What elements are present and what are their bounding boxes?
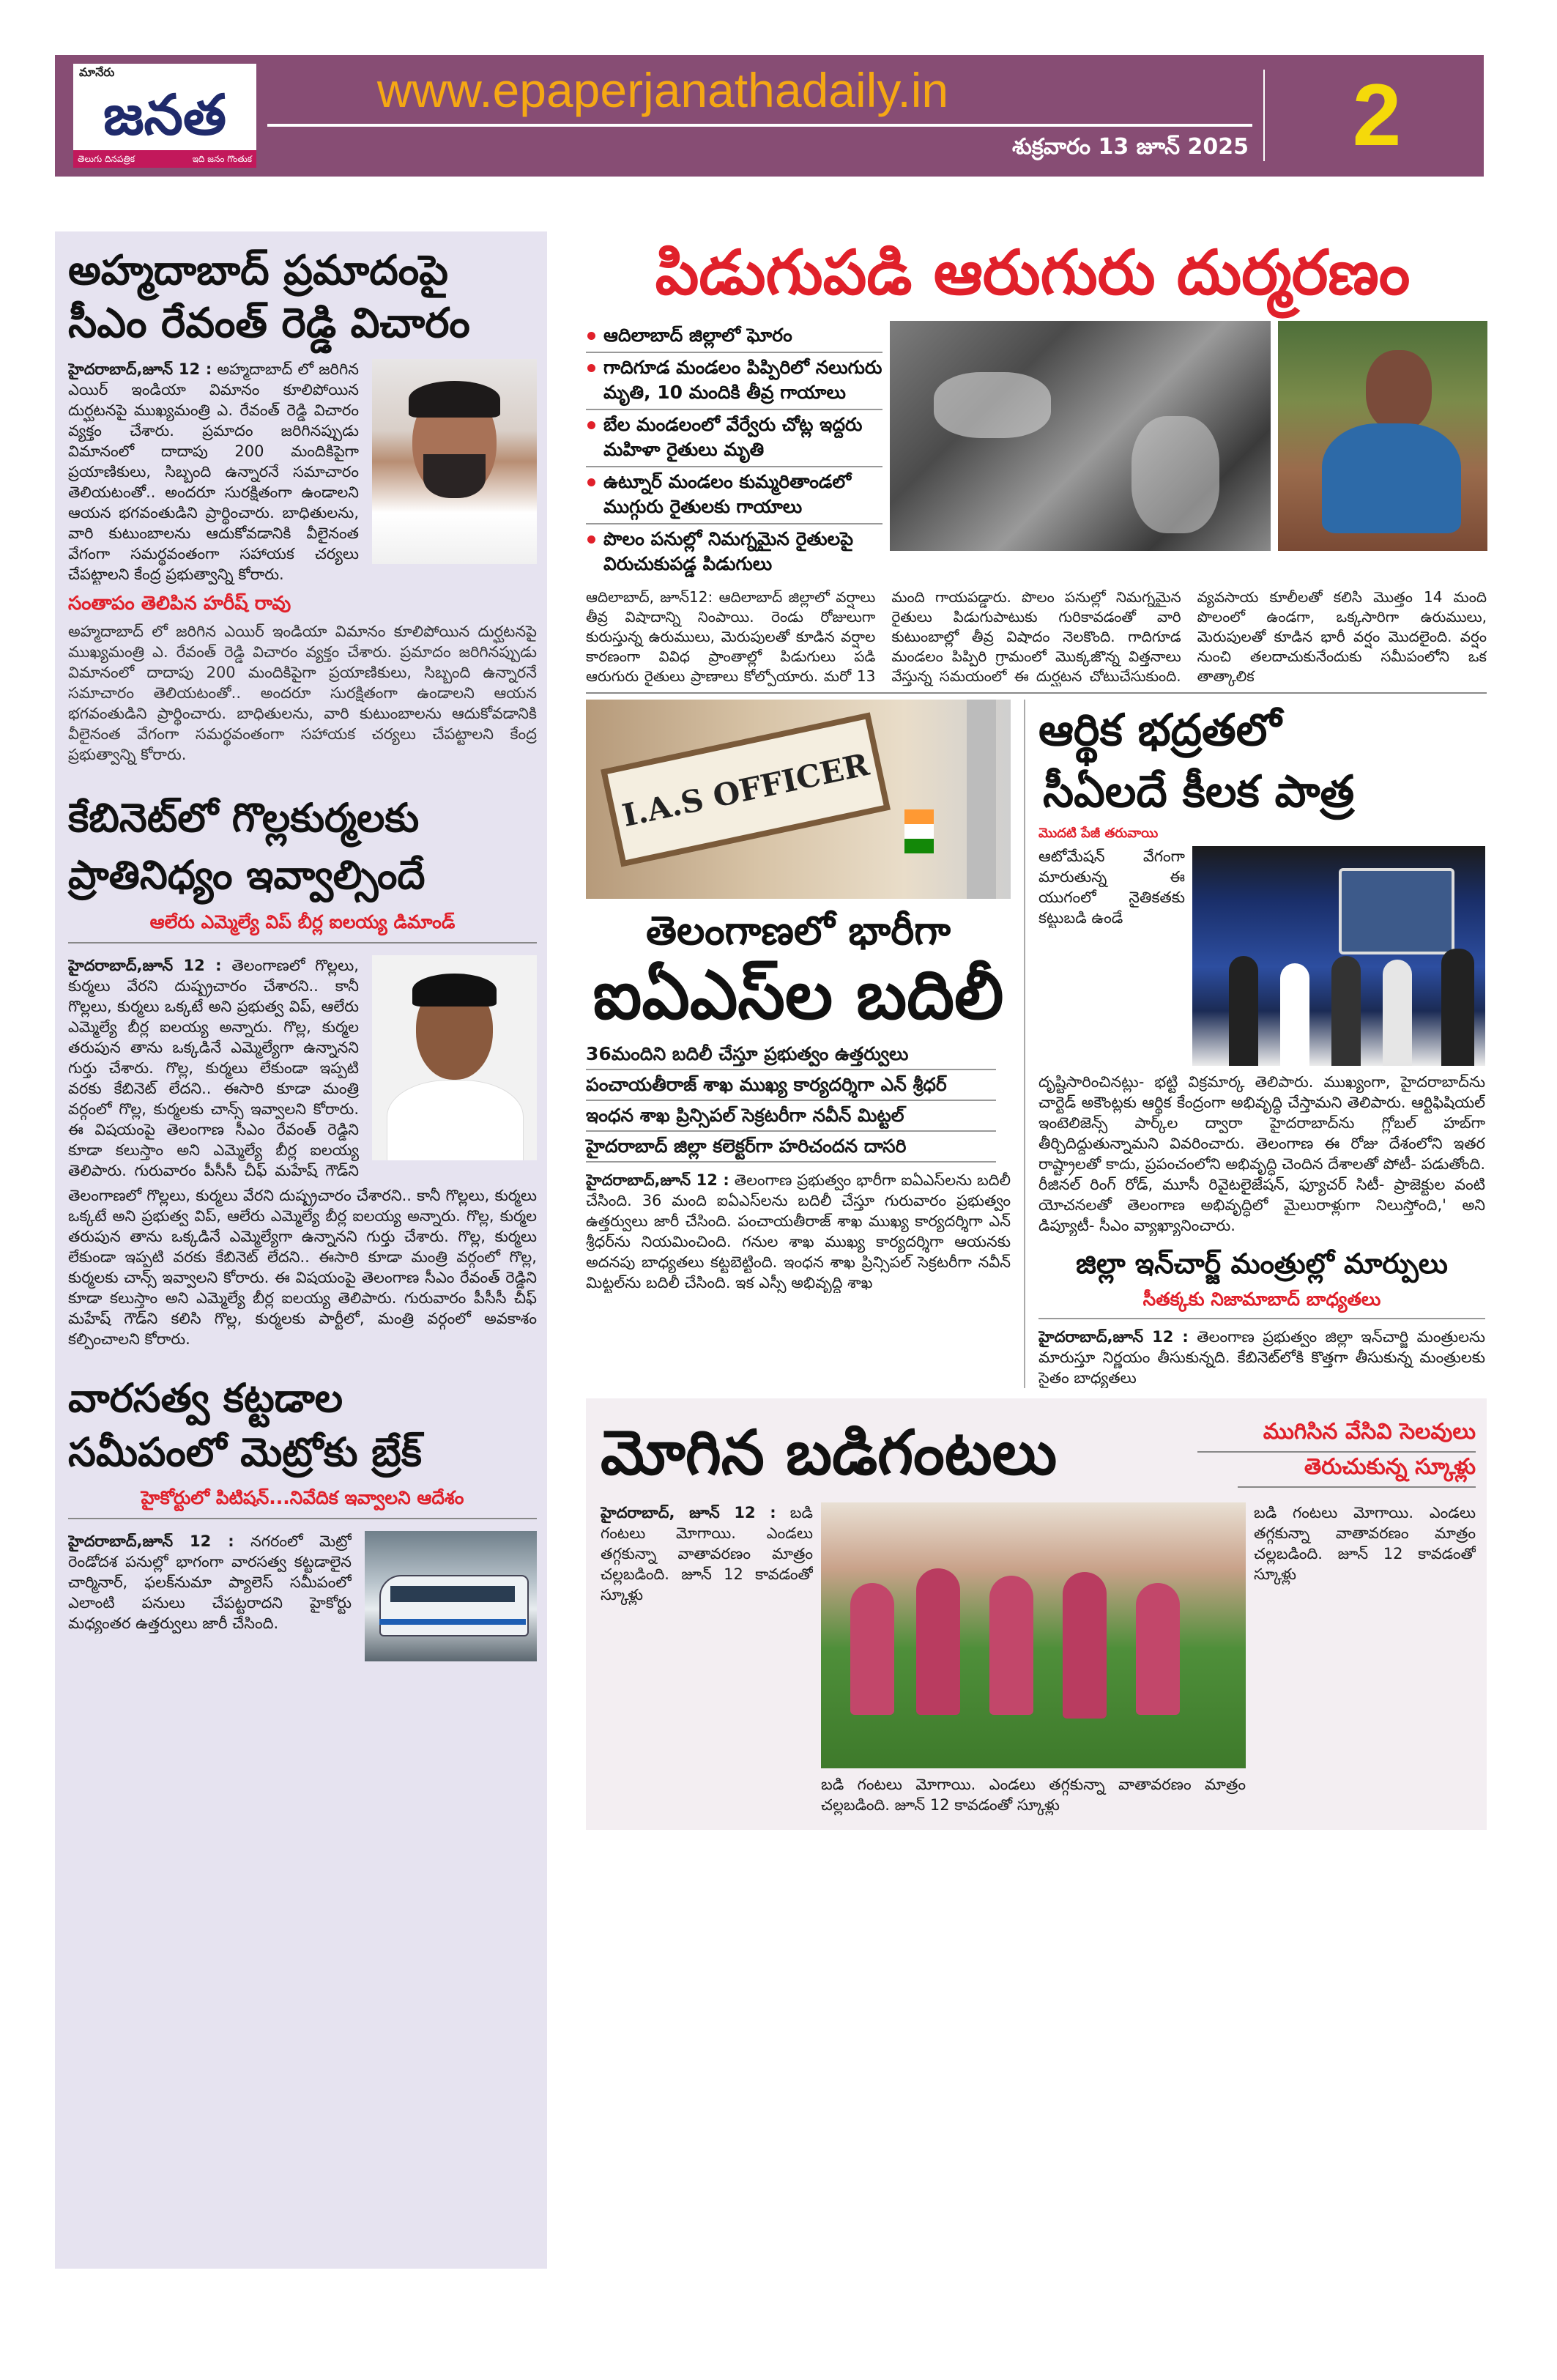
highlight-item: బేల మండలంలో వేర్వేరు చోట్ల ఇద్దరు మహిళా రైతులు మృతి [586, 410, 882, 467]
finance-headline: ఆర్థిక భద్రతలో సీఏలదే కీలక పాత్ర [1038, 705, 1355, 818]
victims-photo [890, 321, 1271, 551]
article-subhead: సంతాపం తెలిపిన హరీష్ రావు [68, 593, 291, 615]
website-url[interactable]: www.epaperjanathadaily.in [376, 63, 949, 117]
ministers-headline: జిల్లా ఇన్‌చార్జ్ మంత్రుల్లో మార్పులు [1076, 1248, 1448, 1280]
continued-label: మొదటి పేజీ తరువాయి [1038, 826, 1159, 841]
article-headline: వారసత్వ కట్టడాల సమీపంలో మెట్రోకు బ్రేక్ [68, 1375, 422, 1475]
schools-subhead: ముగిసిన వేసివి సెలవులు [1197, 1417, 1476, 1453]
article-subtitle: హైకోర్టులో పిటిషన్...నివేదిక ఇవ్వాలని ఆదేశం [68, 1486, 537, 1519]
highlight-item: గాదిగూడ మండలం పిప్పిరిలో నలుగురు మృతి, 10 మందికి తీవ్ర గాయాలు [586, 353, 882, 410]
finance-body: దృష్టిసారించినట్లు- భట్టి విక్రమార్క తెలిపారు. ముఖ్యంగా, హైదరాబాద్‌ను చార్టెడ్ అకౌంట్లకు ఆర్థిక కేంద్రంగా అభివృద్ధి చేస్తామని తెలిపారు. ఆర్టిఫిషియల్ ఇంటెలిజెన్స్ పార్క్‌ల ద్వారా హైదరాబాద్‌ను గ్లోబల్ హబ్‌గా తీర్చిదిద్దుతున్నామని వివరించారు. తెలంగాణ ఈ రోజు దేశంలోని ఇతర రాష్ట్రాలతో కాదు, ప్రపంచంలోని అభివృద్ధి చెందిన దేశాలతో పోటీ- పడుతోంది. రీజినల్ రింగ్ రోడ్, మూసీ రివైటలైజేషన్, ఫ్యూచర్ సిటీ- ప్రాజెక్టుల వంటి యోచనలతో తెలంగాణ అభివృద్ధిలో మైలురాళ్లుగా నిలుస్తోంది,' అని డిప్యూటీ- సీఎం వ్యాఖ్యానించారు. [1038, 1073, 1485, 1234]
article-body: హైదరాబాద్,జూన్ 12 : నగరంలో మెట్రో రెండోదశ పనుల్లో భాగంగా వారసత్వ కట్టడాలైన చార్మినార్, ఫలక్‌నుమా ప్యాలెస్ సమీపంలో ఎలాంటి పనులు చేపట్టరాదని హైకోర్టు మధ్యంతర ఉత్తర్వులు జారీ చేసింది. [68, 1532, 352, 1632]
ministers-subtitle: సీతక్కకు నిజామాబాద్ బాధ్యతలు [1038, 1287, 1485, 1319]
article-headline: కేబినెట్‌లో గొల్లకుర్మలకు ప్రాతినిధ్యం ఇవ్వాల్సిందే [68, 795, 426, 898]
article-subtitle: ఆలేరు ఎమ్మెల్యే విప్ బీర్ల ఐలయ్య డిమాండ్ [68, 910, 537, 944]
schools-body: హైదరాబాద్, జూన్ 12 : బడి గంటలు మోగాయి. ఎండలు తగ్గకున్నా వాతావరణం మాత్రం చల్లబడింది. జూన్ 12 కావడంతో స్కూళ్లు [601, 1504, 813, 1604]
finance-lead: ఆటోమేషన్ వేగంగా మారుతున్న ఈ యుగంలో నైతికతకు కట్టుబడి ఉండే [1038, 848, 1185, 927]
ca-event-photo [1192, 846, 1485, 1066]
lead-headline: పిడుగుపడి ఆరుగురు దుర్మరణం [655, 237, 1411, 308]
left-column [55, 231, 547, 2269]
logo-tagline: తెలుగు దినపత్రిక ఇది జనం గొంతుక [73, 150, 256, 168]
schools-headline: మోగిన బడిగంటలు [601, 1417, 1058, 1489]
mourning-relatives-photo [1278, 321, 1487, 551]
article-headline: అహ్మదాబాద్ ప్రమాదంపై సీఎం రేవంత్ రెడ్డి విచారం [68, 247, 470, 347]
ias-officer-nameplate-photo: I.A.S OFFICER [586, 700, 1011, 899]
ias-headline-large: ఐఏఎస్‌ల బదిలీ [592, 956, 1004, 1034]
page-number: 2 [1352, 66, 1402, 164]
article-body-continued: తెలంగాణలో గొల్లలు, కుర్మలు వేరని దుష్ప్రచారం చేశారని.. కానీ గొల్లలు, కుర్మలు ఒక్కటే అని ప్రభుత్వ విప్, ఆలేరు ఎమ్మెల్యే బీర్ల ఐలయ్య అన్నారు. గొల్ల, కుర్మల తరుపున తాను ఒక్కడినే ఎమ్మెల్యేగా ఉన్నానని గుర్తు చేశారు. గొల్ల, కుర్మలు లేకుండా ఇప్పటి వరకు కేబినెట్ లేదని.. ఈసారి కూడా మంత్రి వర్గంలో గొల్ల, కుర్మలకు చాన్స్ ఇవ్వాలని కోరారు. ఈ విషయంపై తెలంగాణ సీఎం రేవంత్ రెడ్డిని కూడా కలుస్తాం అని ఎమ్మెల్యే బీర్ల ఐలయ్య తెలిపారు. గురువారం పీసీసీ చీఫ్ మహేష్ గౌడ్‌ని కలిసి గొల్ల, కుర్మలకు పార్టీలో, మంత్రి వర్గంలో అవకాశం కల్పించాలని కోరారు. [68, 1187, 537, 1348]
article-body-continued: అహ్మదాబాద్ లో జరిగిన ఎయిర్ ఇండియా విమానం కూలిపోయిన దుర్ఘటనపై ముఖ్యమంత్రి ఎ. రేవంత్ రెడ్డి విచారం వ్యక్తం చేశారు. ప్రమాదం జరిగినప్పుడు విమానంలో దాదాపు 200 మందికిపైగా ప్రయాణికులు, సిబ్బంది ఉన్నారనే సమాచారం తెలియటంతో.. అందరూ సురక్షితంగా ఉండాలని ఆయన భగవంతుడిని ప్రార్థించారు. బాధితులను, వారి కుటుంబాలను ఆదుకోవడానికి వీలైనంత వేగంగా సమర్థవంతంగా సహాయక చర్యలు చేపట్టాలని కేంద్ర ప్రభుత్వాన్ని కోరారు. [68, 623, 537, 763]
schools-subheads [1197, 1417, 1476, 1488]
schools-article-box [586, 1398, 1487, 1830]
schools-body-right: బడి గంటలు మోగాయి. ఎండలు తగ్గకున్నా వాతావరణం మాత్రం చల్లబడింది. జూన్ 12 కావడంతో స్కూళ్లు [1254, 1504, 1476, 1583]
divider [586, 692, 1487, 694]
metro-train-photo [365, 1531, 537, 1661]
beerla-ilaiah-photo [372, 955, 537, 1160]
ministers-body: హైదరాబాద్,జూన్ 12 : తెలంగాణ ప్రభుత్వం జిల్లా ఇన్‌చార్జి మంత్రులను మారుస్తూ నిర్ణయం తీసుకున్నది. కేబినెట్‌లోకి కొత్తగా తీసుకున్న మంత్రులకు సైతం బాధ్యతలు [1038, 1328, 1485, 1387]
revanth-reddy-photo [372, 359, 537, 564]
ias-subheads [586, 1039, 996, 1163]
masthead [55, 55, 1484, 177]
ias-headline: తెలంగాణలో భారీగా [645, 908, 951, 954]
divider [1263, 70, 1265, 161]
schools-body-continued: బడి గంటలు మోగాయి. ఎండలు తగ్గకున్నా వాతావరణం మాత్రం చల్లబడింది. జూన్ 12 కావడంతో స్కూళ్లు [821, 1776, 1246, 1814]
column-divider [1024, 700, 1025, 1388]
schools-subhead: తెరుచుకున్న స్కూళ్లు [1238, 1453, 1476, 1488]
subhead-item: ఇంధన శాఖ ప్రిన్సిపల్ సెక్రటరీగా నవీన్ మిట్టల్ [586, 1101, 996, 1132]
right-column [1038, 700, 1485, 1388]
highlight-item: ఆదిలాబాద్ జిల్లాలో ఘోరం [586, 321, 882, 353]
highlight-item: పొలం పనుల్లో నిమగ్నమైన రైతులపై విరుచుకుపడ్డ పిడుగులు [586, 524, 882, 580]
ias-article-body: హైదరాబాద్,జూన్ 12 : తెలంగాణ ప్రభుత్వం భారీగా ఐఏఎస్‌లను బదిలీ చేసింది. 36 మంది ఐఏఎస్‌లను బదిలీ చేస్తూ గురువారం ప్రభుత్వం ఉత్తర్వులు జారీ చేసింది. పంచాయతీరాజ్ శాఖ ముఖ్య కార్యదర్శిగా ఎన్ శ్రీధర్‌ను నియమించింది. గనుల శాఖ ముఖ్య కార్యదర్శిగా ఆయనకు అదనపు బాధ్యతలు కట్టబెట్టింది. ఇంధన శాఖ ప్రిన్సిపల్ సెక్రటరీగా నవీన్ మిట్టల్‌ను బదిలీ చేసింది. ఇక ఎస్సీ అభివృద్ధి శాఖ [586, 1171, 1011, 1291]
subhead-item: పంచాయతీరాజ్ శాఖ ముఖ్య కార్యదర్శిగా ఎన్ శ్రీధర్ [586, 1070, 996, 1101]
article-body: హైదరాబాద్,జూన్ 12 : అహ్మదాబాద్ లో జరిగిన ఎయిర్ ఇండియా విమానం కూలిపోయిన దుర్ఘటనపై ముఖ్యమంత్రి ఎ. రేవంత్ రెడ్డి విచారం వ్యక్తం చేశారు. ప్రమాదం జరిగినప్పుడు విమానంలో దాదాపు 200 మందికిపైగా ప్రయాణికులు, సిబ్బంది ఉన్నారనే సమాచారం తెలియటంతో.. అందరూ సురక్షితంగా ఉండాలని ఆయన భగవంతుడిని ప్రార్థించారు. బాధితులను, వారి కుటుంబాలను ఆదుకోవడానికి వీలైనంత వేగంగా సమర్థవంతంగా సహాయక చర్యలు చేపట్టాలని కేంద్ర ప్రభుత్వాన్ని కోరారు. [68, 360, 359, 583]
issue-date: శుక్రవారం 13 జూన్ 2025 [1012, 134, 1249, 160]
subhead-item: హైదరాబాద్ జిల్లా కలెక్టర్‌గా హరిచందన దాసరి [586, 1132, 996, 1163]
ias-article [586, 700, 1011, 1293]
highlight-item: ఉట్నూర్ మండలం కుమ్మరితాండలో ముగ్గురు రైతులకు గాయాలు [586, 467, 882, 524]
subhead-item: 36మందిని బదిలీ చేస్తూ ప్రభుత్వం ఉత్తర్వులు [586, 1039, 996, 1070]
highlights-list [586, 321, 882, 580]
lead-article-body: ఆదిలాబాద్, జూన్12: ఆదిలాబాద్ జిల్లాలో వర్షాలు తీవ్ర విషాదాన్ని నింపాయి. రెండు రోజులుగా కురుస్తున్న ఉరుములు, మెరుపులతో కూడిన వర్షాల కారణంగా వివిధ ప్రాంతాల్లో పిడుగులు పడి ఆరుగురు రైతులు ప్రాణాలు కోల్పోయారు. మరో 13 మంది గాయపడ్డారు. పొలం పనుల్లో నిమగ్నమైన రైతులు పిడుగుపాటుకు గురికావడంతో వారి కుటుంబాల్లో తీవ్ర విషాదం నెలకొంది. గాదిగూడ మండలం పిప్పిరి గ్రామంలో మొక్కజొన్న విత్తనాలు వేస్తున్న సమయంలో ఈ దుర్ఘటన చోటుచేసుకుంది. వ్యవసాయ కూలీలతో కలిసి మొత్తం 14 మంది పొలంలో ఉండగా, ఒక్కసారిగా ఉరుములు, మెరుపులతో కూడిన భారీ వర్షం మొదలైంది. వర్షం నుంచి తలదాచుకునేందుకు సమీపంలోని ఒక తాత్కాలిక [586, 588, 1487, 685]
schools-photo-column [821, 1502, 1246, 1815]
schoolchildren-photo [821, 1502, 1246, 1768]
article-body: హైదరాబాద్,జూన్ 12 : తెలంగాణలో గొల్లలు, కుర్మలు వేరని దుష్ప్రచారం చేశారని.. కానీ గొల్లలు, కుర్మలు ఒక్కటే అని ప్రభుత్వ విప్, ఆలేరు ఎమ్మెల్యే బీర్ల ఐలయ్య అన్నారు. గొల్ల, కుర్మల తరుపున తాను ఒక్కడినే ఎమ్మెల్యేగా ఉన్నానని గుర్తు చేశారు. గొల్ల, కుర్మలు లేకుండా ఇప్పటి వరకు కేబినెట్ లేదని.. ఈసారి కూడా మంత్రి వర్గంలో గొల్ల, కుర్మలకు చాన్స్ ఇవ్వాలని కోరారు. ఈ విషయంపై తెలంగాణ సీఎం రేవంత్ రెడ్డిని కూడా కలుస్తాం అని ఎమ్మెల్యే బీర్ల ఐలయ్య తెలిపారు. గురువారం పీసీసీ చీఫ్ మహేష్ గౌడ్‌ని [68, 957, 359, 1179]
newspaper-logo: మానేరు జనత తెలుగు దినపత్రిక ఇది జనం గొంతుక [73, 64, 256, 168]
main-area [579, 231, 1487, 1830]
divider [267, 124, 1252, 127]
